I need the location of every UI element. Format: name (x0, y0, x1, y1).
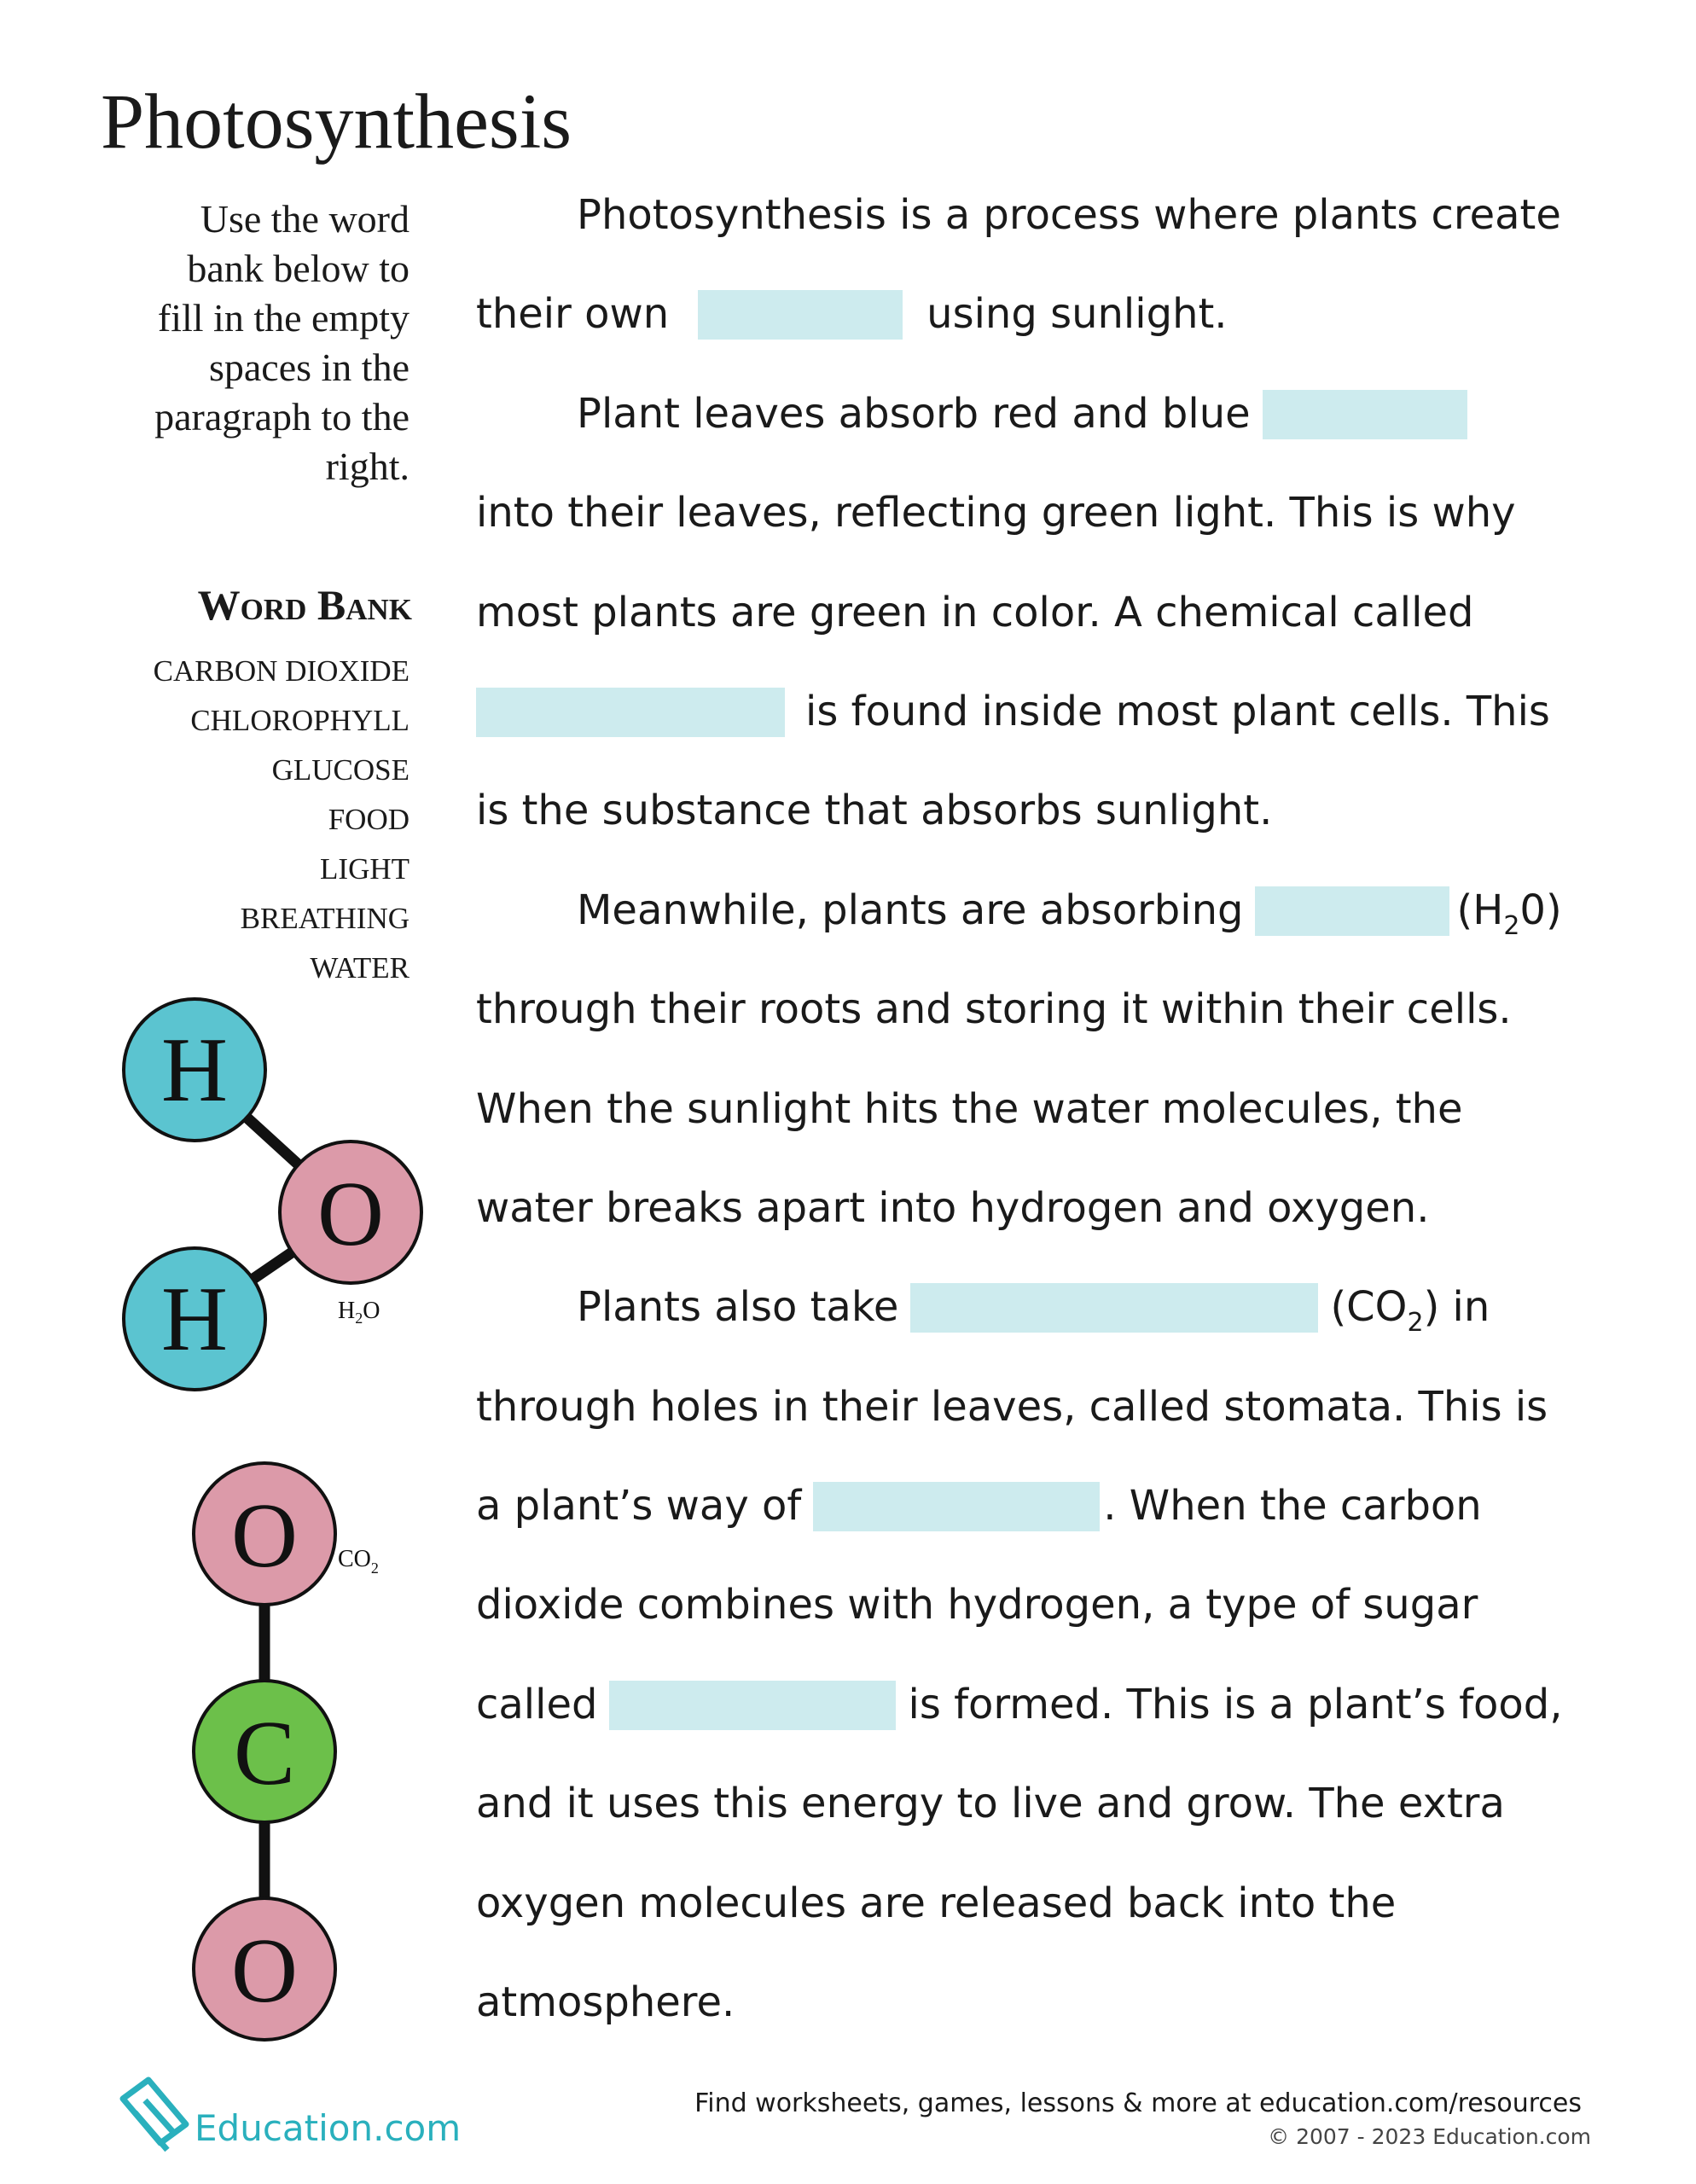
instructions-line: right. (325, 444, 409, 488)
passage-line: and it uses this energy to live and grow. The extra (476, 1780, 1505, 1828)
blank-breathing[interactable] (813, 1482, 1100, 1531)
passage-line: their own using sunlight. (476, 290, 1228, 339)
passage-line: Plant leaves absorb red and blue (476, 388, 1611, 487)
blank-water[interactable] (1255, 886, 1449, 936)
atom-symbol: H (161, 1019, 228, 1121)
molecule-label-water: $H_2O$ (338, 1298, 380, 1327)
atom-symbol: H (161, 1269, 228, 1370)
word-bank-item: WATER (310, 951, 409, 985)
instructions-line: fill in the empty (157, 296, 409, 340)
water-molecule (124, 999, 421, 1390)
passage-line: a plant’s way of . When the carbon (476, 1482, 1482, 1531)
blank-glucose[interactable] (609, 1681, 896, 1730)
molecule-diagrams (0, 0, 444, 2048)
passage-line: oxygen molecules are released back into the (476, 1879, 1397, 1927)
footer-resources-link[interactable]: Find worksheets, games, lessons & more at education.com/resources (694, 2088, 1582, 2118)
instructions-line: spaces in the (208, 346, 409, 389)
molecule-label-co2: $CO_2$ (338, 1546, 379, 1577)
passage-line: Photosynthesis is a process where plants create (577, 191, 1561, 239)
passage-line: Plants also take $(CO_2)$ in (577, 1283, 1490, 1339)
education-logo-icon[interactable] (118, 2075, 191, 2157)
word-bank-item: LIGHT (320, 852, 409, 886)
passage-line: Meanwhile, plants are absorbing $(H_20)$ (577, 886, 1562, 941)
passage-line: is found inside most plant cells. This (476, 686, 1611, 785)
passage-line: When the sunlight hits the water molecules, the (476, 1084, 1463, 1133)
word-bank-item: CHLOROPHYLL (190, 704, 409, 737)
passage (476, 189, 1611, 2076)
passage-line: water breaks apart into hydrogen and oxygen. (476, 1183, 1430, 1232)
word-bank-item: FOOD (328, 803, 409, 836)
passage-line: into their leaves, reflecting green light. This is why (476, 489, 1516, 537)
page-title: Photosynthesis (101, 78, 572, 165)
instructions-line: bank below to (187, 247, 409, 290)
footer-brand[interactable]: Education.com (195, 2107, 462, 2149)
atom-symbol: O (317, 1164, 384, 1265)
passage-line: through their roots and storing it within their cells. (476, 985, 1512, 1034)
atom-symbol: O (231, 1920, 298, 2022)
passage-line: through holes in their leaves, called stomata. This is (476, 1382, 1548, 1431)
passage-line: called is formed. This is a plant’s food, (476, 1680, 1563, 1728)
word-bank-item: BREATHING (240, 902, 409, 935)
instructions-line: Use the word (200, 197, 409, 241)
passage-line: atmosphere. (476, 1978, 735, 2027)
passage-line: most plants are green in color. A chemical called (476, 588, 1474, 636)
carbon-dioxide-molecule (194, 1463, 379, 2040)
blank-carbon-dioxide[interactable] (910, 1283, 1318, 1333)
footer-copyright: © 2007 - 2023 Education.com (1268, 2124, 1591, 2149)
blank-food[interactable] (698, 290, 903, 340)
blank-light[interactable] (1263, 390, 1467, 439)
atom-symbol: O (231, 1485, 298, 1587)
word-bank-item: GLUCOSE (271, 753, 409, 787)
word-bank-item: CARBON DIOXIDE (153, 654, 409, 688)
word-bank-title: Word Bank (197, 581, 412, 629)
instructions-line: paragraph to the (154, 395, 409, 439)
passage-line: is the substance that absorbs sunlight. (476, 787, 1273, 835)
atom-symbol: C (233, 1703, 296, 1804)
blank-chlorophyll[interactable] (476, 688, 785, 737)
passage-line: dioxide combines with hydrogen, a type of sugar (476, 1581, 1478, 1629)
